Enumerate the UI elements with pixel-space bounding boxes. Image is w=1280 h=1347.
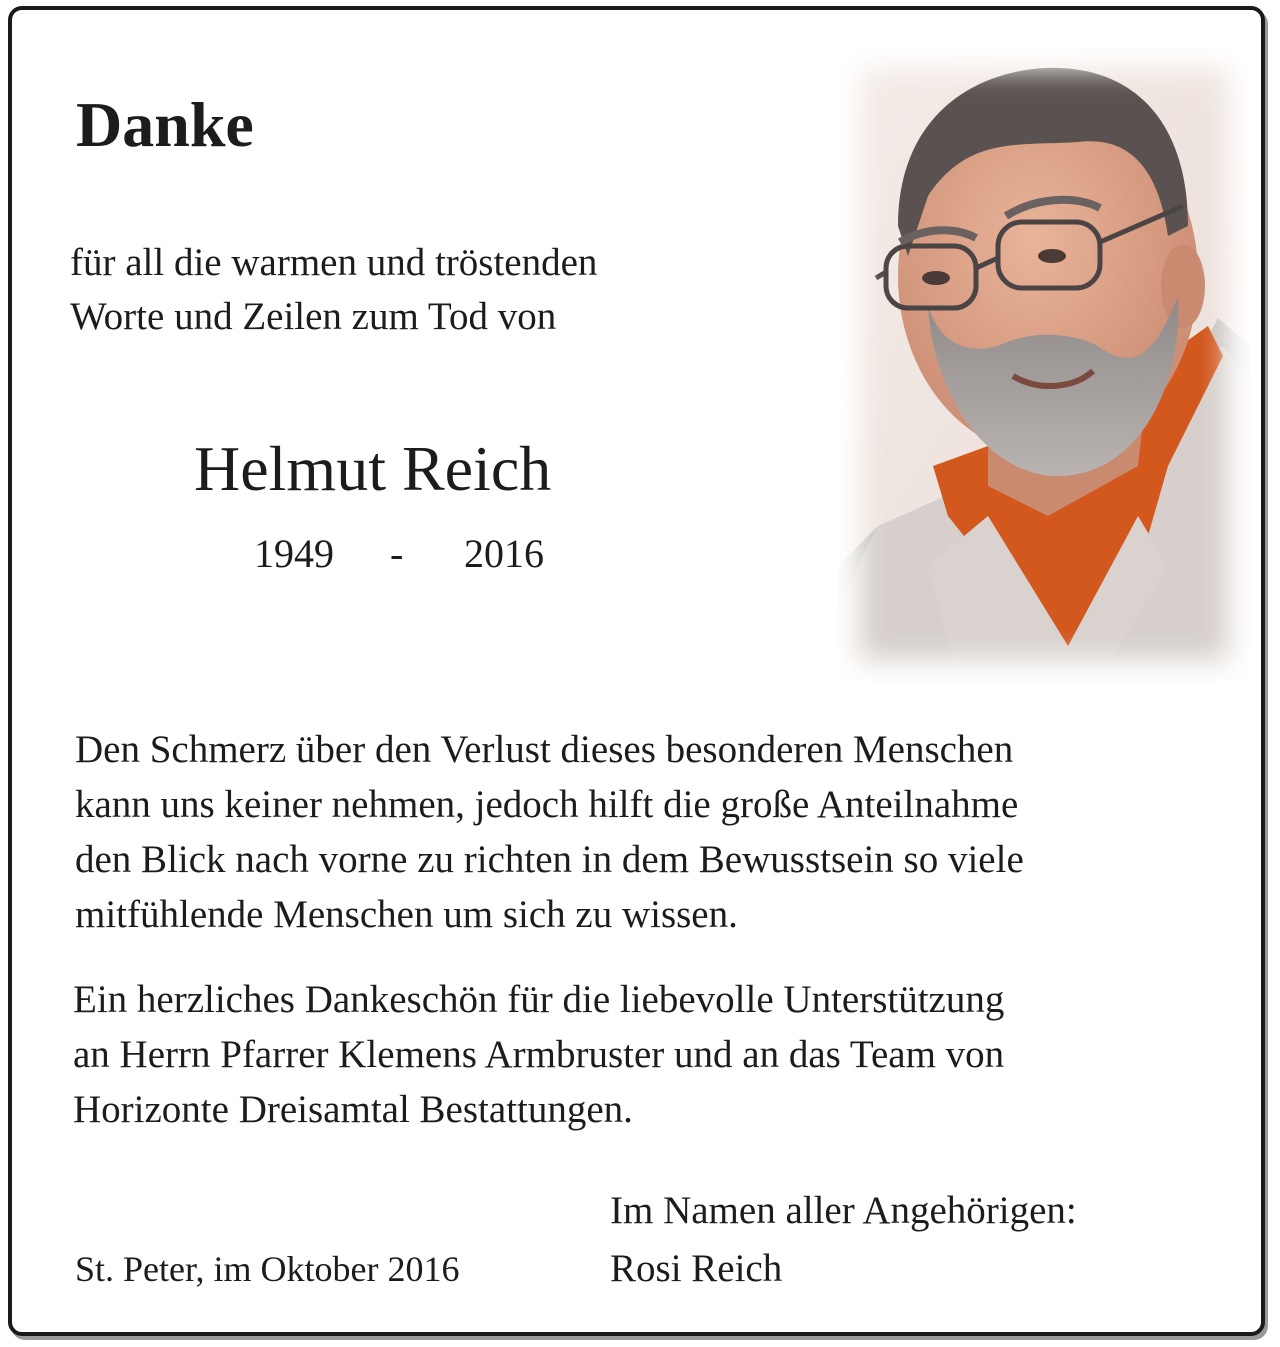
place-date: St. Peter, im Oktober 2016 <box>75 1249 460 1289</box>
paragraph-line: Ein herzliches Dankeschön für die liebevolle Unterstützung <box>73 978 1005 1021</box>
paragraph-line: den Blick nach vorne zu richten in dem Bewusstsein so viele <box>75 838 1024 881</box>
signature-block <box>610 1182 1077 1298</box>
paragraph-line: mitfühlende Menschen um sich zu wissen. <box>75 893 738 936</box>
paragraph-line: Horizonte Dreisamtal Bestattungen. <box>73 1088 633 1131</box>
signature-line: Im Namen aller Angehörigen: <box>610 1189 1077 1232</box>
death-year: 2016 <box>464 531 544 576</box>
paragraph-line: an Herrn Pfarrer Klemens Armbruster und an das Team von <box>73 1033 1005 1076</box>
paragraph-grief <box>75 722 1024 942</box>
birth-year: 1949 <box>254 531 334 576</box>
year-separator: - <box>390 531 404 576</box>
page-title: Danke <box>76 89 254 160</box>
paragraph-thanks <box>73 972 1004 1137</box>
intro-line: für all die warmen und tröstenden <box>70 241 598 284</box>
obituary-card <box>8 6 1265 1336</box>
intro-line: Worte und Zeilen zum Tod von <box>70 295 557 338</box>
paragraph-line: kann uns keiner nehmen, jedoch hilft die große Anteilnahme <box>75 783 1019 826</box>
portrait-photo <box>838 46 1250 682</box>
intro-text <box>70 236 597 344</box>
deceased-name: Helmut Reich <box>194 433 552 504</box>
paragraph-line: Den Schmerz über den Verlust dieses besonderen Menschen <box>75 728 1014 771</box>
signatory-name: Rosi Reich <box>610 1247 783 1290</box>
